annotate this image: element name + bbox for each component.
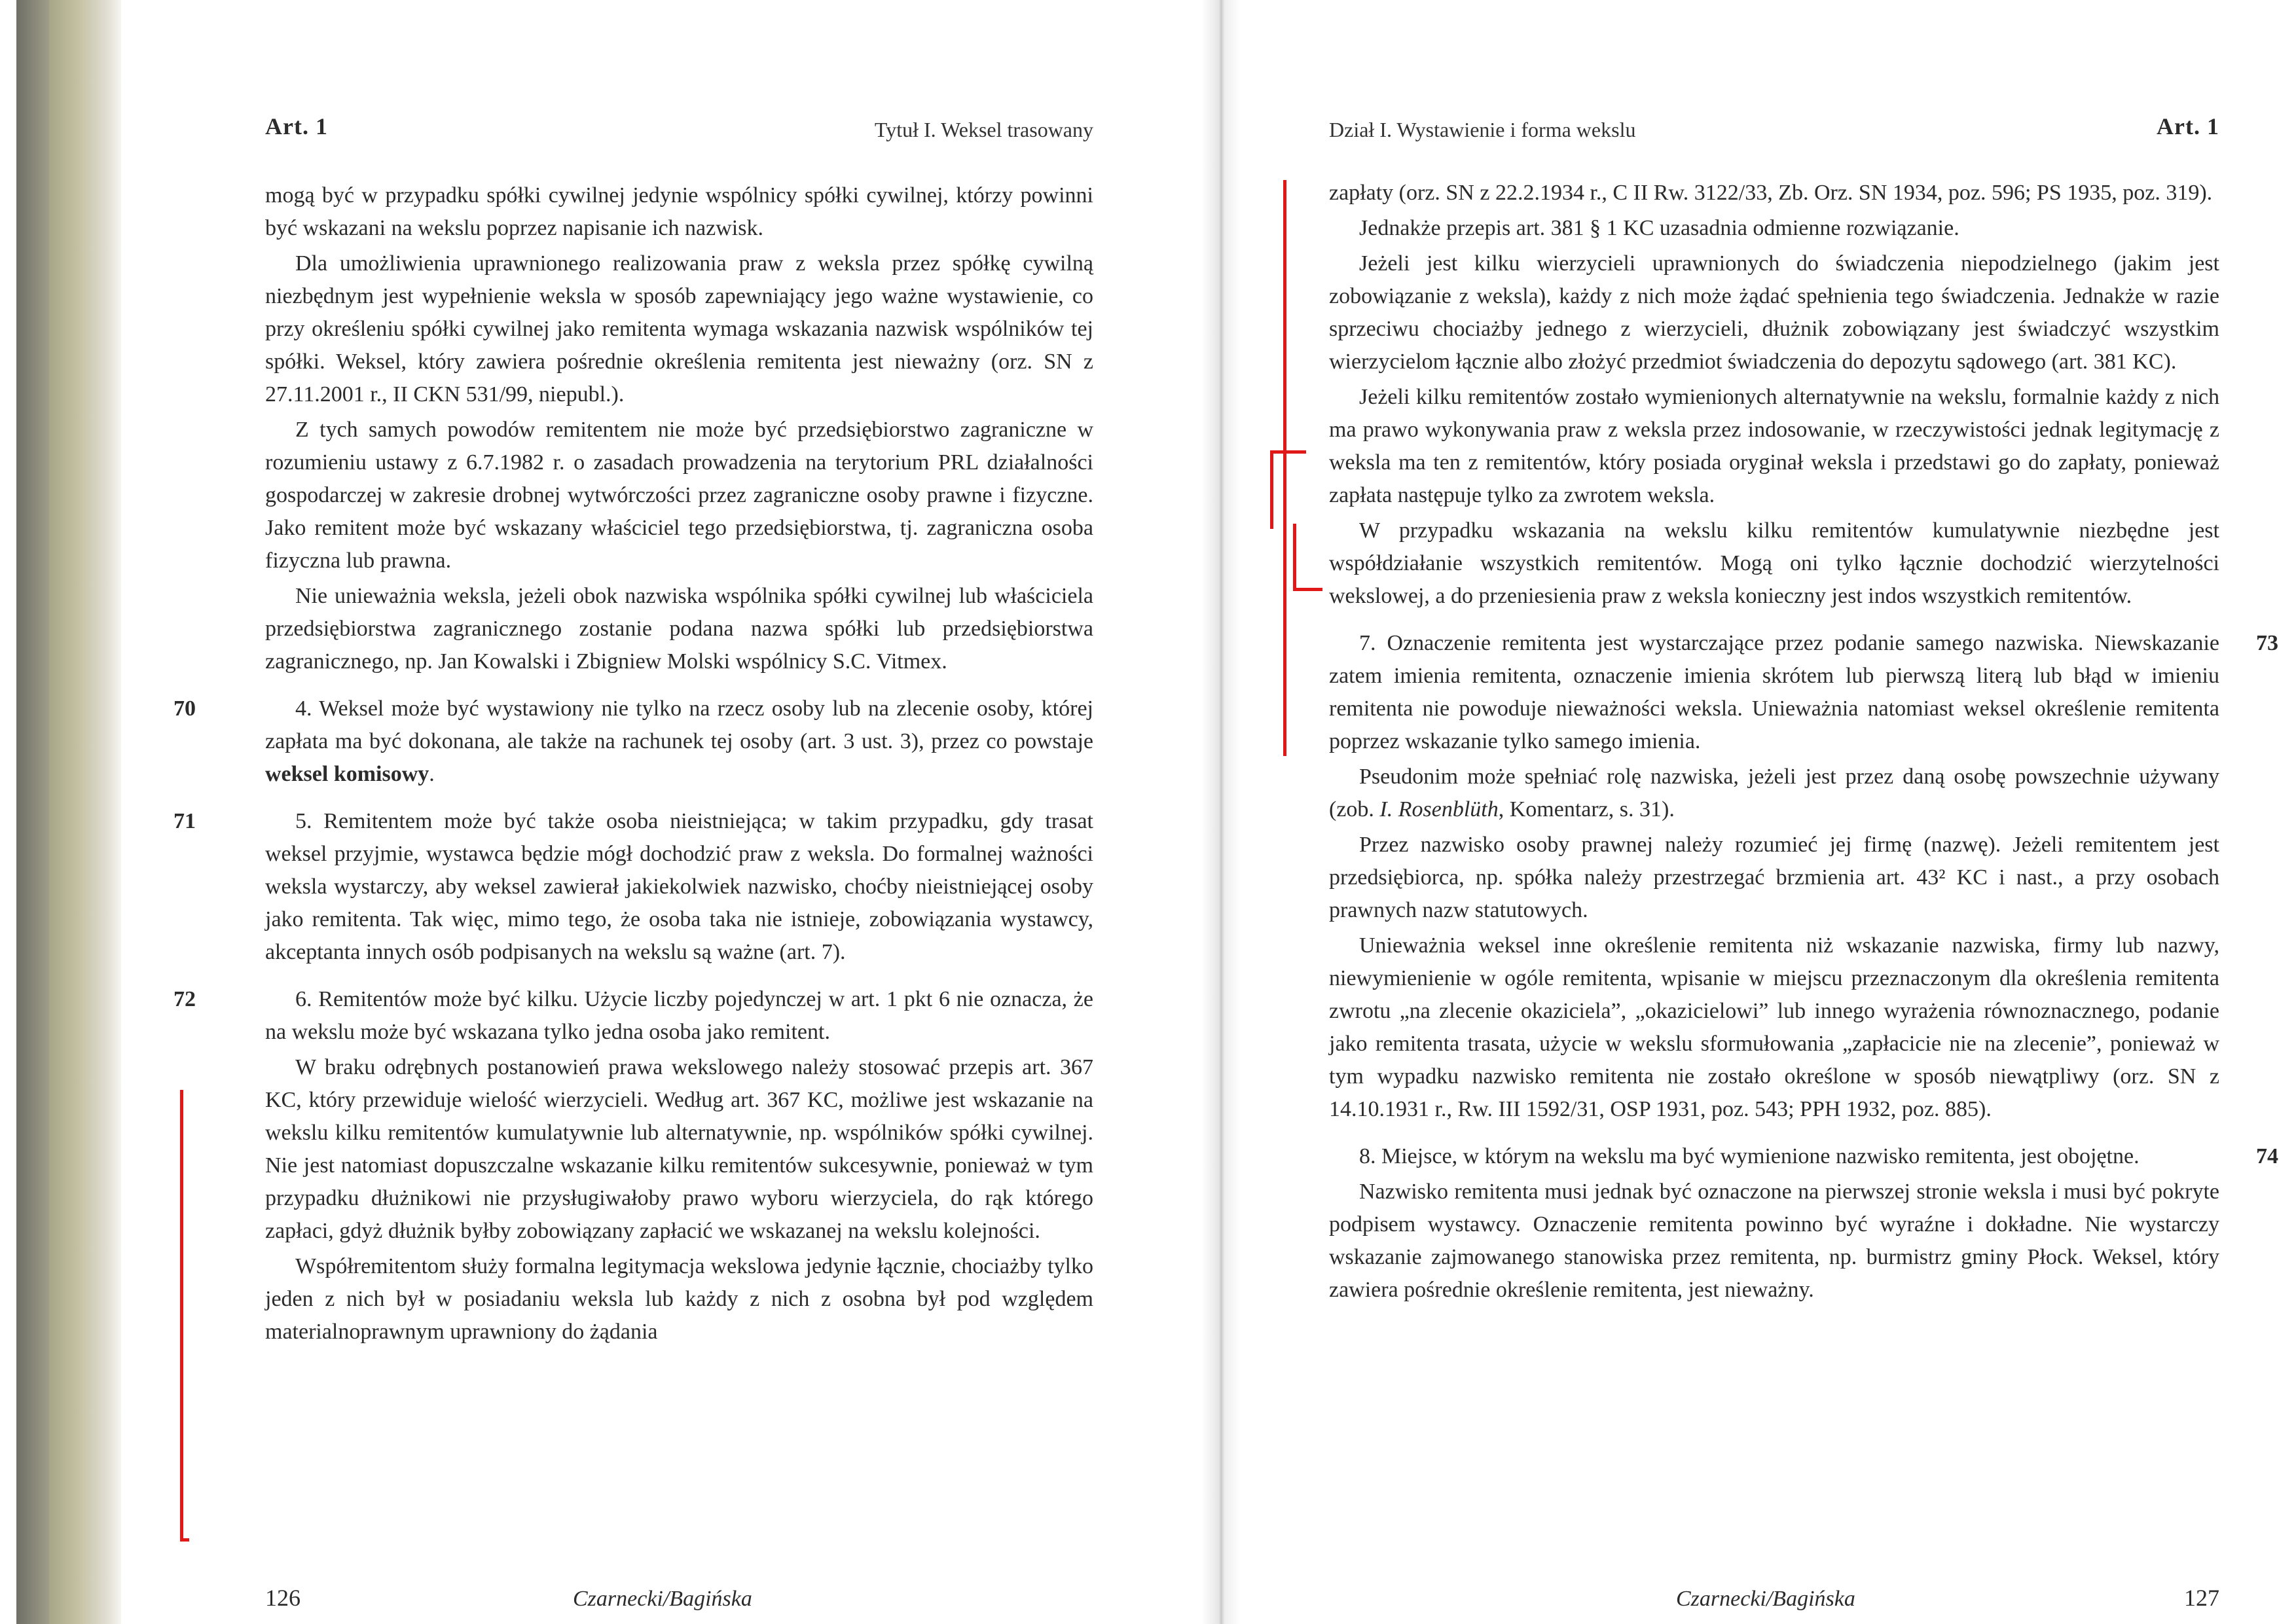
page-number: 127 (2184, 1585, 2219, 1611)
red-pen-bracket-mid (1293, 524, 1296, 589)
book-spine-shadow (49, 0, 121, 1624)
red-pen-line-right (1283, 180, 1286, 756)
red-pen-bracket-top (1270, 450, 1306, 454)
book-spine-edge (16, 0, 49, 1624)
paragraph: Dla umożliwienia uprawnionego realizowania praw z weksla przez spółkę cywilną niezbędnym jest wypełnienie weksla w sposób zapewniający jego ważne wystawienie, co przy określeniu spółki cywilnej jako remitenta wymaga wskazania nazwisk wspólników tej spółki. Weksel, który zawiera pośrednie określenia remitenta jest nieważny (orz. SN z 27.11.2001 r., II CKN 531/99, niepubl.). (265, 251, 1093, 406)
red-pen-bracket-bottom (1293, 588, 1322, 591)
red-pen-bracket-side (1270, 450, 1273, 529)
paragraph: 73 7. Oznaczenie remitenta jest wystarczające przez podanie samego nazwiska. Niewskazanie zatem imienia remitenta, oznaczenie imienia skrótem lub pierwszą literą lub błąd w imieniu remitenta nie powoduje nieważności weksla. Unieważnia natomiast weksel określenie remitenta poprzez wskazanie tylko samego imienia. (1329, 627, 2219, 758)
running-title: Dział I. Wystawienie i forma wekslu (1329, 118, 1636, 141)
paragraph: 71 5. Remitentem może być także osoba nieistniejąca; w takim przypadku, gdy trasat weksel przyjmie, wystawca będzie mógł dochodzić praw z weksla. Do formalnej ważności weksla wystarczy, aby weksel zawierał jakiekolwiek nazwisko, choćby nieistniejącej osoby jako remitenta. Tak więc, mimo tego, że osoba taka nie istnieje, zobowiązania wystawcy, akceptanta innych osób podpisanych na wekslu są ważne (art. 7). (265, 805, 1093, 969)
article-label: Art. 1 (2157, 113, 2219, 139)
footer-authors: Czarnecki/Bagińska (573, 1587, 752, 1611)
paragraph: Jeżeli kilku remitentów zostało wymienionych alternatywnie na wekslu, formalnie każdy z nich ma prawo wykonywania praw z weksla przez indosowanie, w rzeczywistości jednak legitymację z weksla ma ten z remitentów, który posiada oryginał weksla i przedstawi go do zapłaty, ponieważ zapłata następuje tylko za zwrotem weksla. (1329, 385, 2219, 507)
article-label: Art. 1 (265, 113, 328, 139)
paragraph: zapłaty (orz. SN z 22.2.1934 r., C II Rw. 3122/33, Zb. Orz. SN 1934, poz. 596; PS 1935, poz. 319). (1329, 181, 2213, 205)
margin-number: 70 (173, 696, 196, 721)
book-gutter (1201, 0, 1241, 1624)
paragraph: Nie unieważnia weksla, jeżeli obok nazwiska wspólnika spółki cywilnej lub właściciela przedsiębiorstwa zagranicznego zostanie podana nazwa spółki lub przedsiębiorstwa zagranicznego, np. Jan Kowalski i Zbigniew Molski wspólnicy S.C. Vitmex. (265, 584, 1093, 674)
right-page-footer (1329, 1584, 2219, 1617)
left-page-body (173, 179, 1093, 1351)
paragraph: W braku odrębnych postanowień prawa wekslowego należy stosować przepis art. 367 KC, który przewiduje wielość wierzycieli. Według art. 367 KC, możliwe jest wskazanie na wekslu kilku remitentów kumulatywnie lub alternatywnie, np. wspólników spółki cywilnej. Nie jest natomiast dopuszczalne wskazanie kilku remitentów sukcesywnie, ponieważ w tym przypadku dłużnikowi nie przysługiwałoby prawo wyboru wierzyciela, do rąk którego zapłaci, gdyż dłużnik byłby zobowiązany zapłacić we wskazanej na wekslu kolejności. (265, 1055, 1093, 1243)
italic-author: I. Rosenblüth (1379, 797, 1499, 821)
left-page-header (265, 113, 1093, 152)
right-page-header (1329, 113, 2219, 152)
margin-number: 74 (2256, 1144, 2278, 1168)
paragraph: mogą być w przypadku spółki cywilnej jedynie wspólnicy spółki cywilnej, którzy powinni być wskazani na wekslu poprzez napisanie ich nazwisk. (265, 183, 1093, 240)
red-pen-hook-left (180, 1538, 189, 1542)
paragraph: 72 6. Remitentów może być kilku. Użycie liczby pojedynczej w art. 1 pkt 6 nie oznacza, że na wekslu może być wskazana tylko jedna osoba jako remitent. (265, 983, 1093, 1049)
left-page-footer (265, 1584, 1093, 1617)
right-page (1303, 0, 2278, 1624)
paragraph: Unieważnia weksel inne określenie remitenta niż wskazanie nazwiska, firmy lub nazwy, niewymienienie w ogóle remitenta, wpisanie w miejscu przeznaczonym dla określenia remitenta zwrotu „na zlecenie okaziciela”, „okazicielowi” lub innego wyrażenia równoznacznego, podanie jako remitenta trasata, użycie w wekslu sformułowania „zapłacicie nie na zlecenie”, ponieważ w tym wypadku nazwisko remitenta nie zostało określone w sposób niewątpliwy (orz. SN z 14.10.1931 r., Rw. III 1592/31, OSP 1931, poz. 543; PPH 1932, poz. 885). (1329, 933, 2219, 1121)
page-number: 126 (265, 1585, 301, 1611)
paragraph: Przez nazwisko osoby prawnej należy rozumieć jej firmę (nazwę). Jeżeli remitentem jest przedsiębiorca, np. spółka należy przestrzegać brzmienia art. 43² KC i nast., a przy osobach prawnych nazw statutowych. (1329, 833, 2219, 922)
paragraph: Jednakże przepis art. 381 § 1 KC uzasadnia odmienne rozwiązanie. (1359, 216, 1959, 240)
margin-number: 72 (173, 987, 196, 1011)
right-page-body (1329, 177, 2278, 1309)
paragraph: Nazwisko remitenta musi jednak być oznaczone na pierwszej stronie weksla i musi być pokryte podpisem wystawcy. Oznaczenie remitenta powinno być wyraźne i dokładne. Nie wystarczy wskazanie zajmowanego stanowiska przez remitenta, np. burmistrz gminy Płock. Weksel, który zawiera pośrednie określenie remitenta, jest nieważny. (1329, 1180, 2219, 1302)
bold-term: weksel komisowy (265, 762, 429, 786)
footer-authors: Czarnecki/Bagińska (1676, 1587, 1855, 1611)
paragraph: Współremitentom służy formalna legitymacja wekslowa jedynie łącznie, chociażby tylko jeden z nich był w posiadaniu weksla lub każdy z nich z osobna był pod względem materialnoprawnym uprawniony do żądania (265, 1254, 1093, 1344)
running-title: Tytuł I. Weksel trasowany (874, 118, 1093, 141)
paragraph: 70 4. Weksel może być wystawiony nie tylko na rzecz osoby lub na zlecenie osoby, której zapłata ma być dokonana, ale także na rachunek tej osoby (art. 3 ust. 3), przez co powstaje weksel komisowy. (265, 693, 1093, 791)
red-pen-line-left (180, 1090, 183, 1542)
paragraph: Jeżeli jest kilku wierzycieli uprawnionych do świadczenia niepodzielnego (jakim jest zobowiązanie z weksla), każdy z nich może żądać spełnienia tego świadczenia. Jednakże w razie sprzeciwu chociażby jednego z wierzycieli, dłużnik zobowiązany jest świadczyć wszystkim wierzycielom łącznie albo złożyć przedmiot świadczenia do depozytu sądowego (art. 381 KC). (1329, 251, 2219, 374)
paragraph: 74 8. Miejsce, w którym na wekslu ma być wymienione nazwisko remitenta, jest obojętne. (1329, 1140, 2219, 1173)
paragraph: Z tych samych powodów remitentem nie może być przedsiębiorstwo zagraniczne w rozumieniu ustawy z 6.7.1982 r. o zasadach prowadzenia na terytorium PRL działalności gospodarczej w zakresie drobnej wytwórczości przez zagraniczne osoby prawne i fizyczne. Jako remitent może być wskazany właściciel tego przedsiębiorstwa, tj. zagraniczna osoba fizyczna lub prawna. (265, 418, 1093, 573)
paragraph: W przypadku wskazania na wekslu kilku remitentów kumulatywnie niezbędne jest współdziałanie wszystkich remitentów. Mogą oni tylko łącznie dochodzić wierzytelności wekslowej, a do przeniesienia praw z weksla konieczny jest indos wszystkich remitentów. (1329, 518, 2219, 608)
margin-number: 73 (2256, 631, 2278, 655)
left-page (173, 0, 1120, 1624)
margin-number: 71 (173, 809, 196, 833)
paragraph: Pseudonim może spełniać rolę nazwiska, jeżeli jest przez daną osobę powszechnie używany (zob. I. Rosenblüth, Komentarz, s. 31). (1329, 765, 2219, 821)
